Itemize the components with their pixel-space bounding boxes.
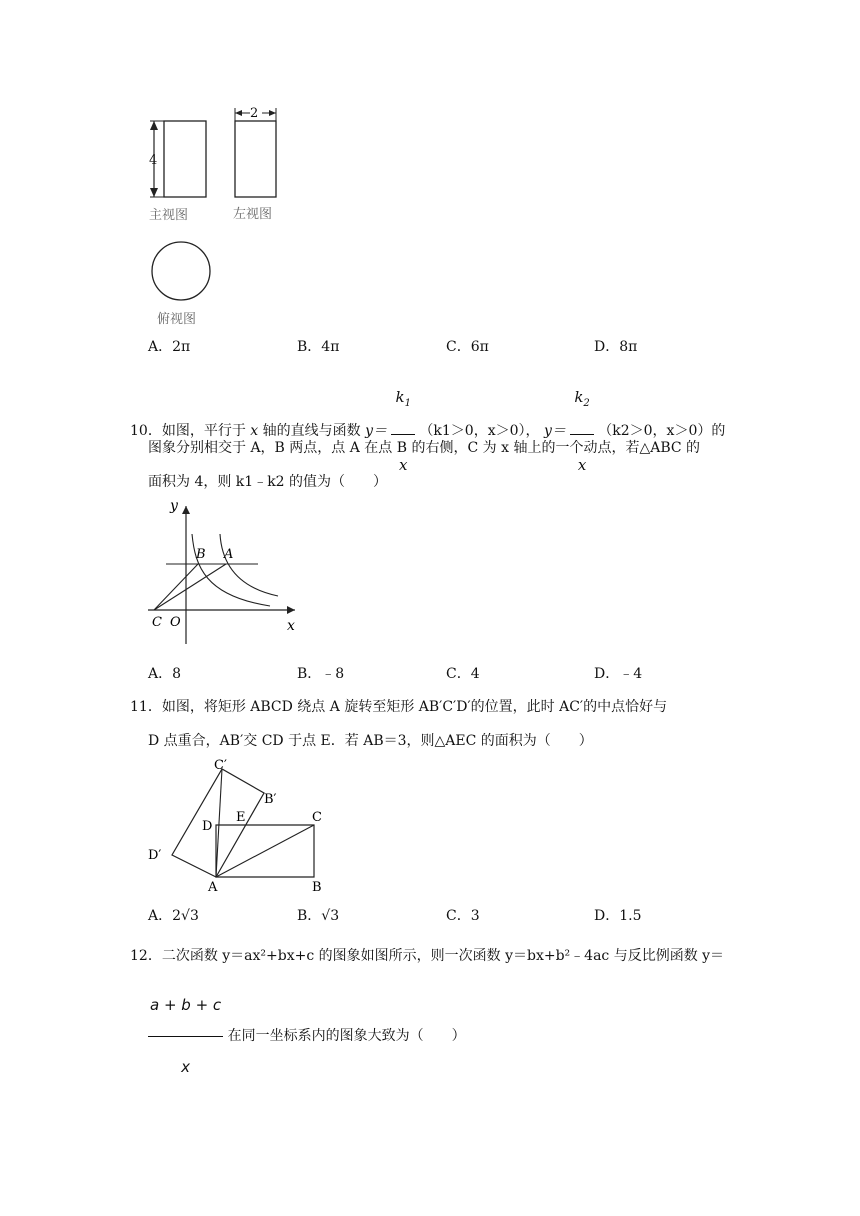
q11-label-b: B bbox=[312, 880, 322, 895]
q10-label-o: O bbox=[170, 615, 181, 630]
q9-option-b[interactable]: B．4π bbox=[297, 339, 340, 355]
left-view-caption: 左视图 bbox=[233, 207, 273, 222]
q11-label-d: D bbox=[202, 819, 213, 834]
q11-label-c: C bbox=[312, 810, 322, 825]
q10-option-b[interactable]: B．﹣8 bbox=[297, 666, 345, 682]
q12-line2: $\frac{a + b + c}{x}$ 在同一坐标系内的图象大致为（ ） bbox=[148, 976, 466, 1034]
q10-label-b: B bbox=[196, 547, 206, 562]
q9-option-c[interactable]: C．6π bbox=[446, 339, 489, 355]
q11-option-a[interactable]: A．2√3 bbox=[148, 908, 199, 924]
front-view-caption: 主视图 bbox=[149, 208, 189, 223]
q12-line1: 12．二次函数 y＝ax²+bx+c 的图象如图所示，则一次函数 y＝bx+b²﹣4ac 与反比例函数 y＝ bbox=[130, 948, 725, 964]
q10-option-a[interactable]: A．8 bbox=[148, 666, 182, 682]
q10-fraction-1: $\frac{k_1}{x}$ bbox=[391, 368, 414, 494]
q11-option-b[interactable]: B．√3 bbox=[297, 908, 340, 924]
q11-line2: D 点重合，AB′交 CD 于点 E．若 AB＝3，则△AEC 的面积为（ ） bbox=[148, 733, 593, 749]
q11-rectangle-figure bbox=[140, 755, 340, 895]
q11-label-d-prime: D′ bbox=[148, 848, 162, 863]
q11-label-e: E bbox=[236, 810, 246, 825]
q10-label-a: A bbox=[224, 547, 234, 562]
top-view-caption: 俯视图 bbox=[157, 312, 197, 327]
q10-line1: 10．如图，平行于 x 轴的直线与函数 y＝ $\frac{k_1}{x}$ （k1＞0，x＞0）， y＝ $\frac{k_2}{x}$ （k2＞0，x＞0）的 bbox=[130, 368, 725, 426]
q10-label-y: y bbox=[170, 498, 178, 514]
q10-label-c: C bbox=[152, 615, 162, 630]
q10-fraction-2: $\frac{k_2}{x}$ bbox=[570, 368, 593, 494]
q9-option-d[interactable]: D．8π bbox=[594, 339, 638, 355]
q11-line1: 11．如图，将矩形 ABCD 绕点 A 旋转至矩形 AB′C′D′的位置，此时 AC′的中点恰好与 bbox=[130, 699, 668, 715]
q9-option-a[interactable]: A．2π bbox=[148, 339, 191, 355]
q12-fraction: $\frac{a + b + c}{x}$ bbox=[148, 976, 223, 1096]
left-view-width-label: 2 bbox=[250, 106, 259, 121]
q11-option-d[interactable]: D．1.5 bbox=[594, 908, 642, 924]
q11-label-b-prime: B′ bbox=[264, 792, 277, 807]
top-view-figure bbox=[148, 238, 214, 304]
q11-label-c-prime: C′ bbox=[214, 758, 227, 773]
q11-label-a: A bbox=[208, 880, 218, 895]
q10-option-c[interactable]: C．4 bbox=[446, 666, 480, 682]
q10-line2: 图象分别相交于 A，B 两点，点 A 在点 B 的右侧，C 为 x 轴上的一个动点，若△ABC 的 bbox=[148, 440, 701, 456]
front-view-height-label: 4 bbox=[149, 153, 158, 168]
q10-option-d[interactable]: D．﹣4 bbox=[594, 666, 643, 682]
q11-option-c[interactable]: C．3 bbox=[446, 908, 480, 924]
q10-label-x: x bbox=[287, 618, 295, 634]
q10-graph-figure bbox=[140, 496, 310, 646]
q10-line3: 面积为 4，则 k1﹣k2 的值为（ ） bbox=[148, 474, 388, 490]
